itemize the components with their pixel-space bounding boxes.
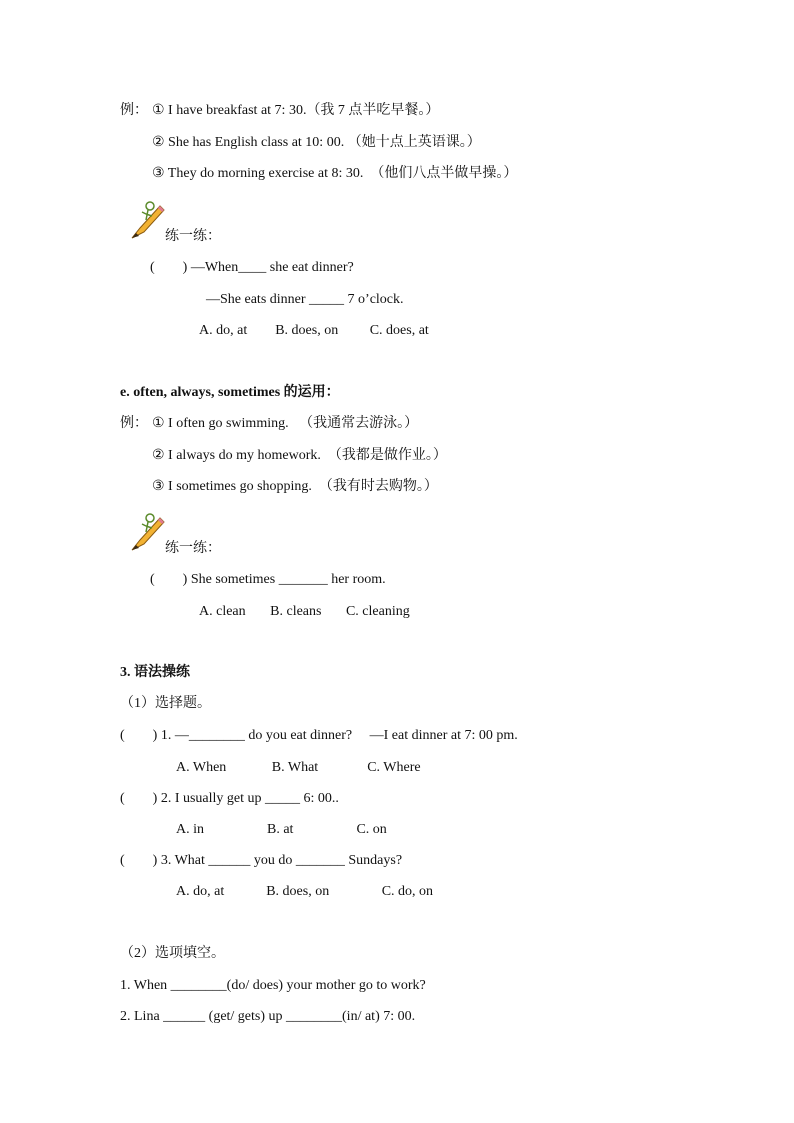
practice1-answer: —She eats dinner _____ 7 o’clock. xyxy=(206,292,404,307)
pencil-icon xyxy=(126,510,166,554)
question-2: ( ) 2. I usually get up _____ 6: 00.. xyxy=(120,791,339,806)
section-e-line-3: ③ I sometimes go shopping. （我有时去购物。） xyxy=(152,479,438,494)
practice2-options: A. clean B. cleans C. cleaning xyxy=(199,604,410,619)
pencil-icon xyxy=(126,198,166,242)
part-2-title: （2）选项填空。 xyxy=(120,946,225,961)
question-3-options: A. do, at B. does, on C. do, on xyxy=(176,884,434,899)
example-line-1: ① I have breakfast at 7: 30.（我 7 点半吃早餐。） xyxy=(152,103,440,118)
fill-in-1: 1. When ________(do/ does) your mother go to work? xyxy=(120,978,426,993)
section-e-line-1: ① I often go swimming. （我通常去游泳。） xyxy=(152,416,419,431)
example-line-2: ② She has English class at 10: 00. （她十点上英语课。） xyxy=(152,135,481,150)
practice2-question: ( ) She sometimes _______ her room. xyxy=(150,572,386,587)
section-e-example-label: 例： xyxy=(120,416,148,431)
section-e-title: e. often, always, sometimes 的运用： xyxy=(120,385,340,400)
question-1-options: A. When B. What C. Where xyxy=(176,760,421,775)
question-3: ( ) 3. What ______ you do _______ Sundays? xyxy=(120,853,403,868)
example-label: 例： xyxy=(120,103,148,118)
example-line-3: ③ They do morning exercise at 8: 30. （他们八点半做早操。） xyxy=(152,166,518,181)
practice1-question: ( ) —When____ she eat dinner? xyxy=(150,260,354,275)
question-1: ( ) 1. —________ do you eat dinner? —I eat dinner at 7: 00 pm. xyxy=(120,728,518,743)
practice-heading-1: 练一练： xyxy=(165,229,221,244)
part-1-title: （1）选择题。 xyxy=(120,696,211,711)
practice-heading-2: 练一练： xyxy=(165,541,221,556)
question-2-options: A. in B. at C. on xyxy=(176,822,387,837)
section-3-title: 3. 语法操练 xyxy=(120,665,190,680)
section-e-line-2: ② I always do my homework. （我都是做作业。） xyxy=(152,448,447,463)
fill-in-2: 2. Lina ______ (get/ gets) up ________(in/ at) 7: 00. xyxy=(120,1009,416,1024)
practice1-options: A. do, at B. does, on C. does, at xyxy=(199,323,429,338)
